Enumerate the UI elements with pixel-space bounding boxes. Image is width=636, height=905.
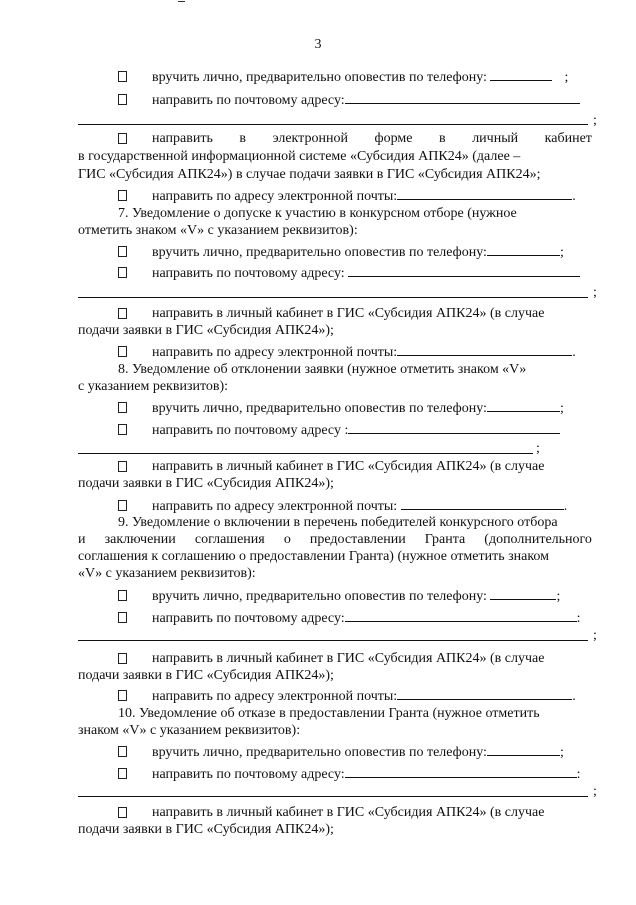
option-postal: направить по почтовому адресу : (152, 421, 560, 439)
text-line: подачи заявки в ГИС «Субсидия АПК24»); (78, 476, 334, 491)
item9-heading-line2: и заключении соглашения о предоставлении Гранта (дополнительного (78, 532, 592, 547)
blank-line (345, 91, 580, 104)
checkbox[interactable] (118, 807, 127, 818)
item9-heading-line4: «V» с указанием реквизитов): (78, 566, 256, 581)
top-mark (178, 1, 185, 2)
option-deliver-phone: вручить лично, предварительно оповестив по телефону: ; (152, 401, 564, 416)
checkbox[interactable] (118, 308, 127, 319)
checkbox[interactable] (118, 612, 127, 623)
option-email: направить по адресу электронной почты: . (152, 189, 576, 204)
blank-line (345, 765, 577, 778)
blank-line (397, 187, 572, 200)
option-postal: направить по почтовому адресу: (152, 91, 580, 109)
option-deliver-phone: вручить лично, предварительно оповестив по телефону: ; (152, 70, 569, 85)
checkbox[interactable] (118, 590, 127, 601)
blank-line (401, 497, 564, 510)
checkbox[interactable] (118, 94, 127, 105)
blank-line (487, 243, 560, 256)
checkbox[interactable] (118, 71, 127, 82)
checkbox[interactable] (118, 190, 127, 201)
blank-line (348, 421, 560, 434)
item7-heading-cont: отметить знаком «V» с указанием реквизитов): (78, 223, 358, 238)
option-deliver-phone: вручить лично, предварительно оповестив по телефону: ; (152, 745, 564, 760)
text-line: в государственной информационной системе «Субсидия АПК24» (далее – (78, 149, 521, 164)
blank-line (78, 124, 588, 125)
checkbox[interactable] (118, 690, 127, 701)
blank-line (78, 796, 588, 797)
checkbox[interactable] (118, 133, 127, 144)
checkbox[interactable] (118, 246, 127, 257)
option-deliver-phone: вручить лично, предварительно оповестив по телефону: ; (152, 245, 564, 260)
blank-line (490, 587, 556, 600)
blank-line (397, 687, 572, 700)
checkbox[interactable] (118, 746, 127, 757)
blank-line (348, 264, 580, 277)
item10-heading-cont: знаком «V» с указанием реквизитов): (78, 723, 301, 738)
blank-line (78, 297, 588, 298)
option-postal: направить по почтовому адресу: : (152, 611, 581, 626)
blank-line (397, 343, 572, 356)
checkbox[interactable] (118, 402, 127, 413)
blank-line (78, 640, 588, 641)
blank-line (490, 68, 552, 81)
checkbox[interactable] (118, 768, 127, 779)
text-line: ГИС «Субсидия АПК24») в случае подачи заявки в ГИС «Субсидия АПК24»; (78, 167, 541, 182)
option-email: направить по адресу электронной почты: . (152, 689, 576, 704)
option-cabinet: направить в личный кабинет в ГИС «Субсидия АПК24» (в случае (152, 651, 545, 666)
item8-heading: 8. Уведомление об отклонении заявки (нужное отметить знаком «V» (118, 362, 527, 377)
checkbox[interactable] (118, 461, 127, 472)
option-email: направить по адресу электронной почты: . (152, 345, 576, 360)
option-cabinet: направить в личный кабинет в ГИС «Субсидия АПК24» (в случае (152, 306, 545, 321)
blank-line (345, 609, 577, 622)
blank-line (487, 743, 560, 756)
item7-heading: 7. Уведомление о допуске к участию в конкурсном отборе (нужное (118, 206, 517, 221)
option-cabinet: направить в личный кабинет в ГИС «Субсидия АПК24» (в случае (152, 805, 545, 820)
option-email: направить по адресу электронной почты: . (152, 499, 568, 514)
option-postal: направить по почтовому адресу: : (152, 767, 581, 782)
checkbox[interactable] (118, 346, 127, 357)
text-line: подачи заявки в ГИС «Субсидия АПК24»); (78, 822, 334, 837)
page-number: 3 (314, 37, 322, 52)
checkbox[interactable] (118, 424, 127, 435)
option-cabinet-electronic: направить в электронной форме в личный кабинет (152, 131, 592, 146)
item9-heading-line3: соглашения к соглашению о предоставлении Гранта) (нужное отметить знаком (78, 549, 550, 564)
option-cabinet: направить в личный кабинет в ГИС «Субсидия АПК24» (в случае (152, 459, 545, 474)
checkbox[interactable] (118, 653, 127, 664)
option-deliver-phone: вручить лично, предварительно оповестив по телефону: ; (152, 589, 561, 604)
document-page: 3 вручить лично, предварительно оповестив по телефону: ; направить по почтовому адресу: ; направить в электронной форме в личный кабинет в государственной информационной системе «Субсидия АПК24» (далее – ГИС «Субсидия АПК24») в случае подачи заявки в ГИС «Субсидия АПК24»; направить по адресу электронной почты: . 7. Уведомление о допуске к участию в конкурсном отборе (нужное отметить знаком «V» с указанием реквизитов): вручить лично, предварительно оповестив по телефону: ; направить по почтовому адресу: ; направить в личный кабинет в ГИС «Субсидия АПК24» (в случае подачи заявки в ГИС «Субсидия АПК24»); направить по адресу электронной почты: . 8. Уведомление об отклонении заявки (нужное отметить знаком «V» с указанием реквизитов): вручить лично, предварительно оповестив по телефону: ; направить по почтовому адресу : ; направить в личный кабинет в ГИС «Субсидия АПК24» (в случае подачи заявки в ГИС «Субсидия АПК24»); направить по адресу электронной почты: . 9. Уведомление о включении в перечень победителей конкурсного отбора и заключении соглашения о предоставлении Гранта (дополнительного соглашения к соглашению о предоставлении Гранта) (нужное отметить знаком «V» с указанием реквизитов): вручить лично, предварительно оповестив по телефону: ; направить по почтовому адресу: : ; направить в личный кабинет в ГИС «Субсидия АПК24» (в случае подачи заявки в ГИС «Субсидия АПК24»); направить по адресу электронной почты: . 10. Уведомление об отказе в предоставлении Гранта (нужное отметить знаком «V» с указанием реквизитов): вручить лично, предварительно оповестив по телефону: ; направить по почтовому адресу: : ; направить в личный кабинет в ГИС «Субсидия АПК24» (в случае подачи заявки в ГИС «Субсидия АПК24»); (0, 0, 636, 905)
text-line: подачи заявки в ГИС «Субсидия АПК24»); (78, 668, 334, 683)
checkbox[interactable] (118, 267, 127, 278)
text-line: подачи заявки в ГИС «Субсидия АПК24»); (78, 323, 334, 338)
blank-line (487, 399, 560, 412)
checkbox[interactable] (118, 500, 127, 511)
item8-heading-cont: с указанием реквизитов): (78, 379, 229, 394)
option-postal: направить по почтовому адресу: (152, 264, 580, 282)
item9-heading: 9. Уведомление о включении в перечень победителей конкурсного отбора (118, 515, 558, 530)
blank-line (78, 453, 533, 454)
item10-heading: 10. Уведомление об отказе в предоставлении Гранта (нужное отметить (118, 706, 540, 721)
